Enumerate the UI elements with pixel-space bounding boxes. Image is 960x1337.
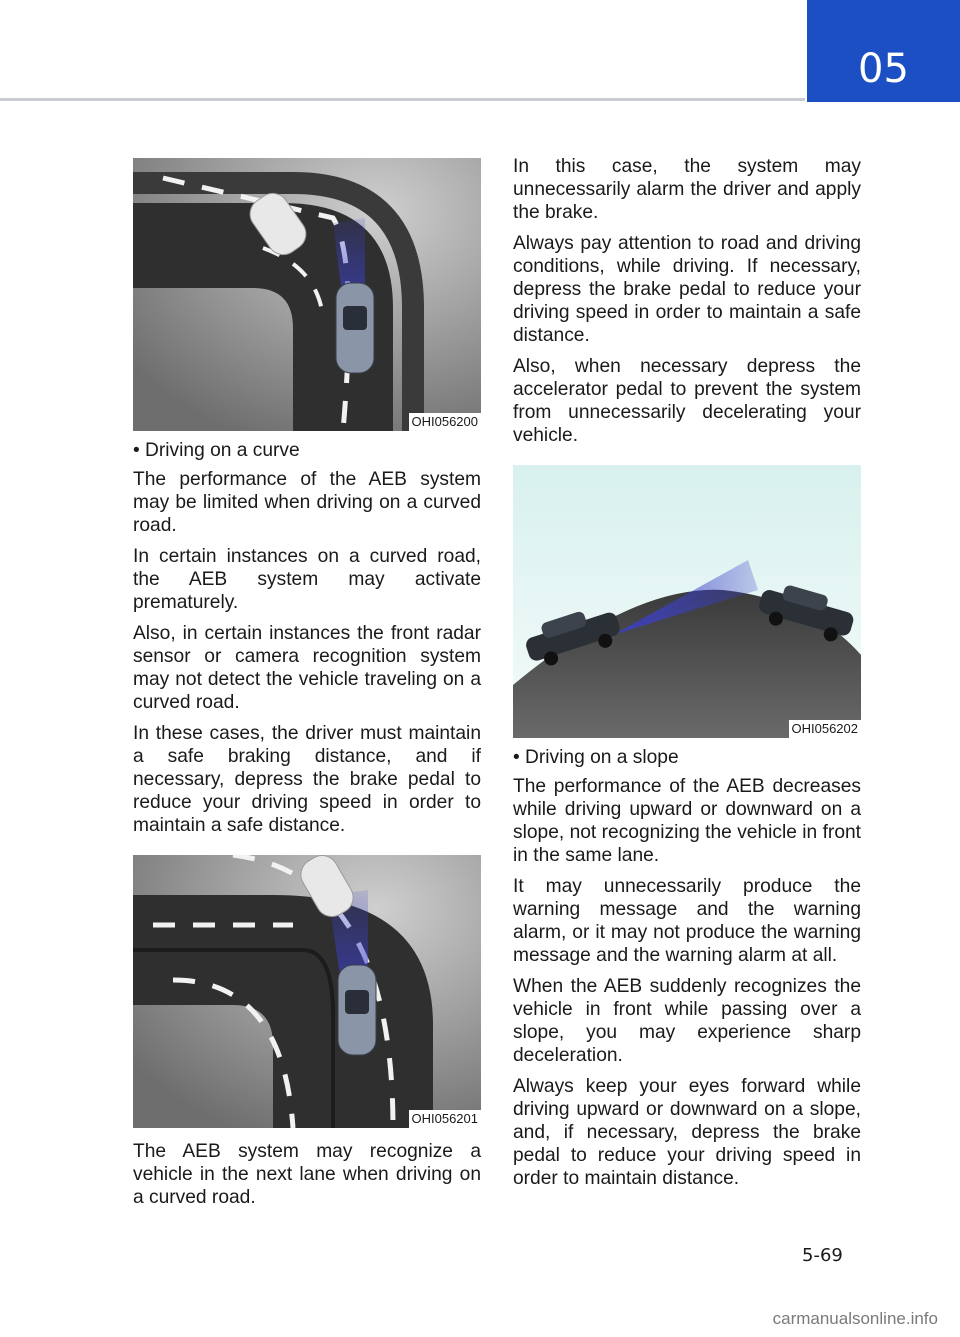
paragraph: In certain instances on a curved road, the AEB system may activate prematurely. [133,546,481,613]
figure-curve-road [133,158,481,431]
right-column [513,155,861,1198]
header-rule [0,98,805,101]
paragraph: In these cases, the driver must maintain a safe braking distance, and if necessary, depress the brake pedal to reduce your driving speed in order to maintain a safe distance. [133,723,481,836]
curve-road-illustration [133,158,481,431]
slope-illustration [513,465,861,738]
paragraph: Also, in certain instances the front radar sensor or camera recognition system may not detect the vehicle traveling on a curved road. [133,623,481,713]
figure-code: OHI056200 [409,413,482,431]
paragraph: It may unnecessarily produce the warning message and the warning alarm, or it may not produce the warning message and the warning alarm at all. [513,876,861,966]
figure-code: OHI056202 [789,720,862,738]
bullet-driving-slope: • Driving on a slope [513,747,679,768]
chapter-number: 05 [858,46,909,92]
figure-slope [513,465,861,738]
next-lane-illustration [133,855,481,1128]
paragraph: Always keep your eyes forward while driving upward or downward on a slope, and, if necessary, depress the brake pedal to reduce your driving speed in order to maintain distance. [513,1076,861,1189]
bullet-driving-curve: • Driving on a curve [133,440,300,461]
paragraph: The performance of the AEB decreases while driving upward or downward on a slope, not recognizing the vehicle in front in the same lane. [513,776,861,866]
paragraph: Also, when necessary depress the accelerator pedal to prevent the system from unnecessarily decelerating your vehicle. [513,356,861,446]
chapter-tab [807,0,960,102]
paragraph: The AEB system may recognize a vehicle in the next lane when driving on a curved road. [133,1141,481,1208]
watermark: carmanualsonline.info [772,1309,938,1328]
page-number: 5-69 [802,1245,843,1266]
paragraph: The performance of the AEB system may be limited when driving on a curved road. [133,469,481,536]
figure-code: OHI056201 [409,1110,482,1128]
figure-curve-next-lane [133,855,481,1128]
left-column [133,158,481,1217]
paragraph: When the AEB suddenly recognizes the vehicle in front while passing over a slope, you may experience sharp deceleration. [513,976,861,1066]
paragraph: In this case, the system may unnecessarily alarm the driver and apply the brake. [513,156,861,223]
paragraph: Always pay attention to road and driving conditions, while driving. If necessary, depress the brake pedal to reduce your driving speed in order to maintain a safe distance. [513,233,861,346]
